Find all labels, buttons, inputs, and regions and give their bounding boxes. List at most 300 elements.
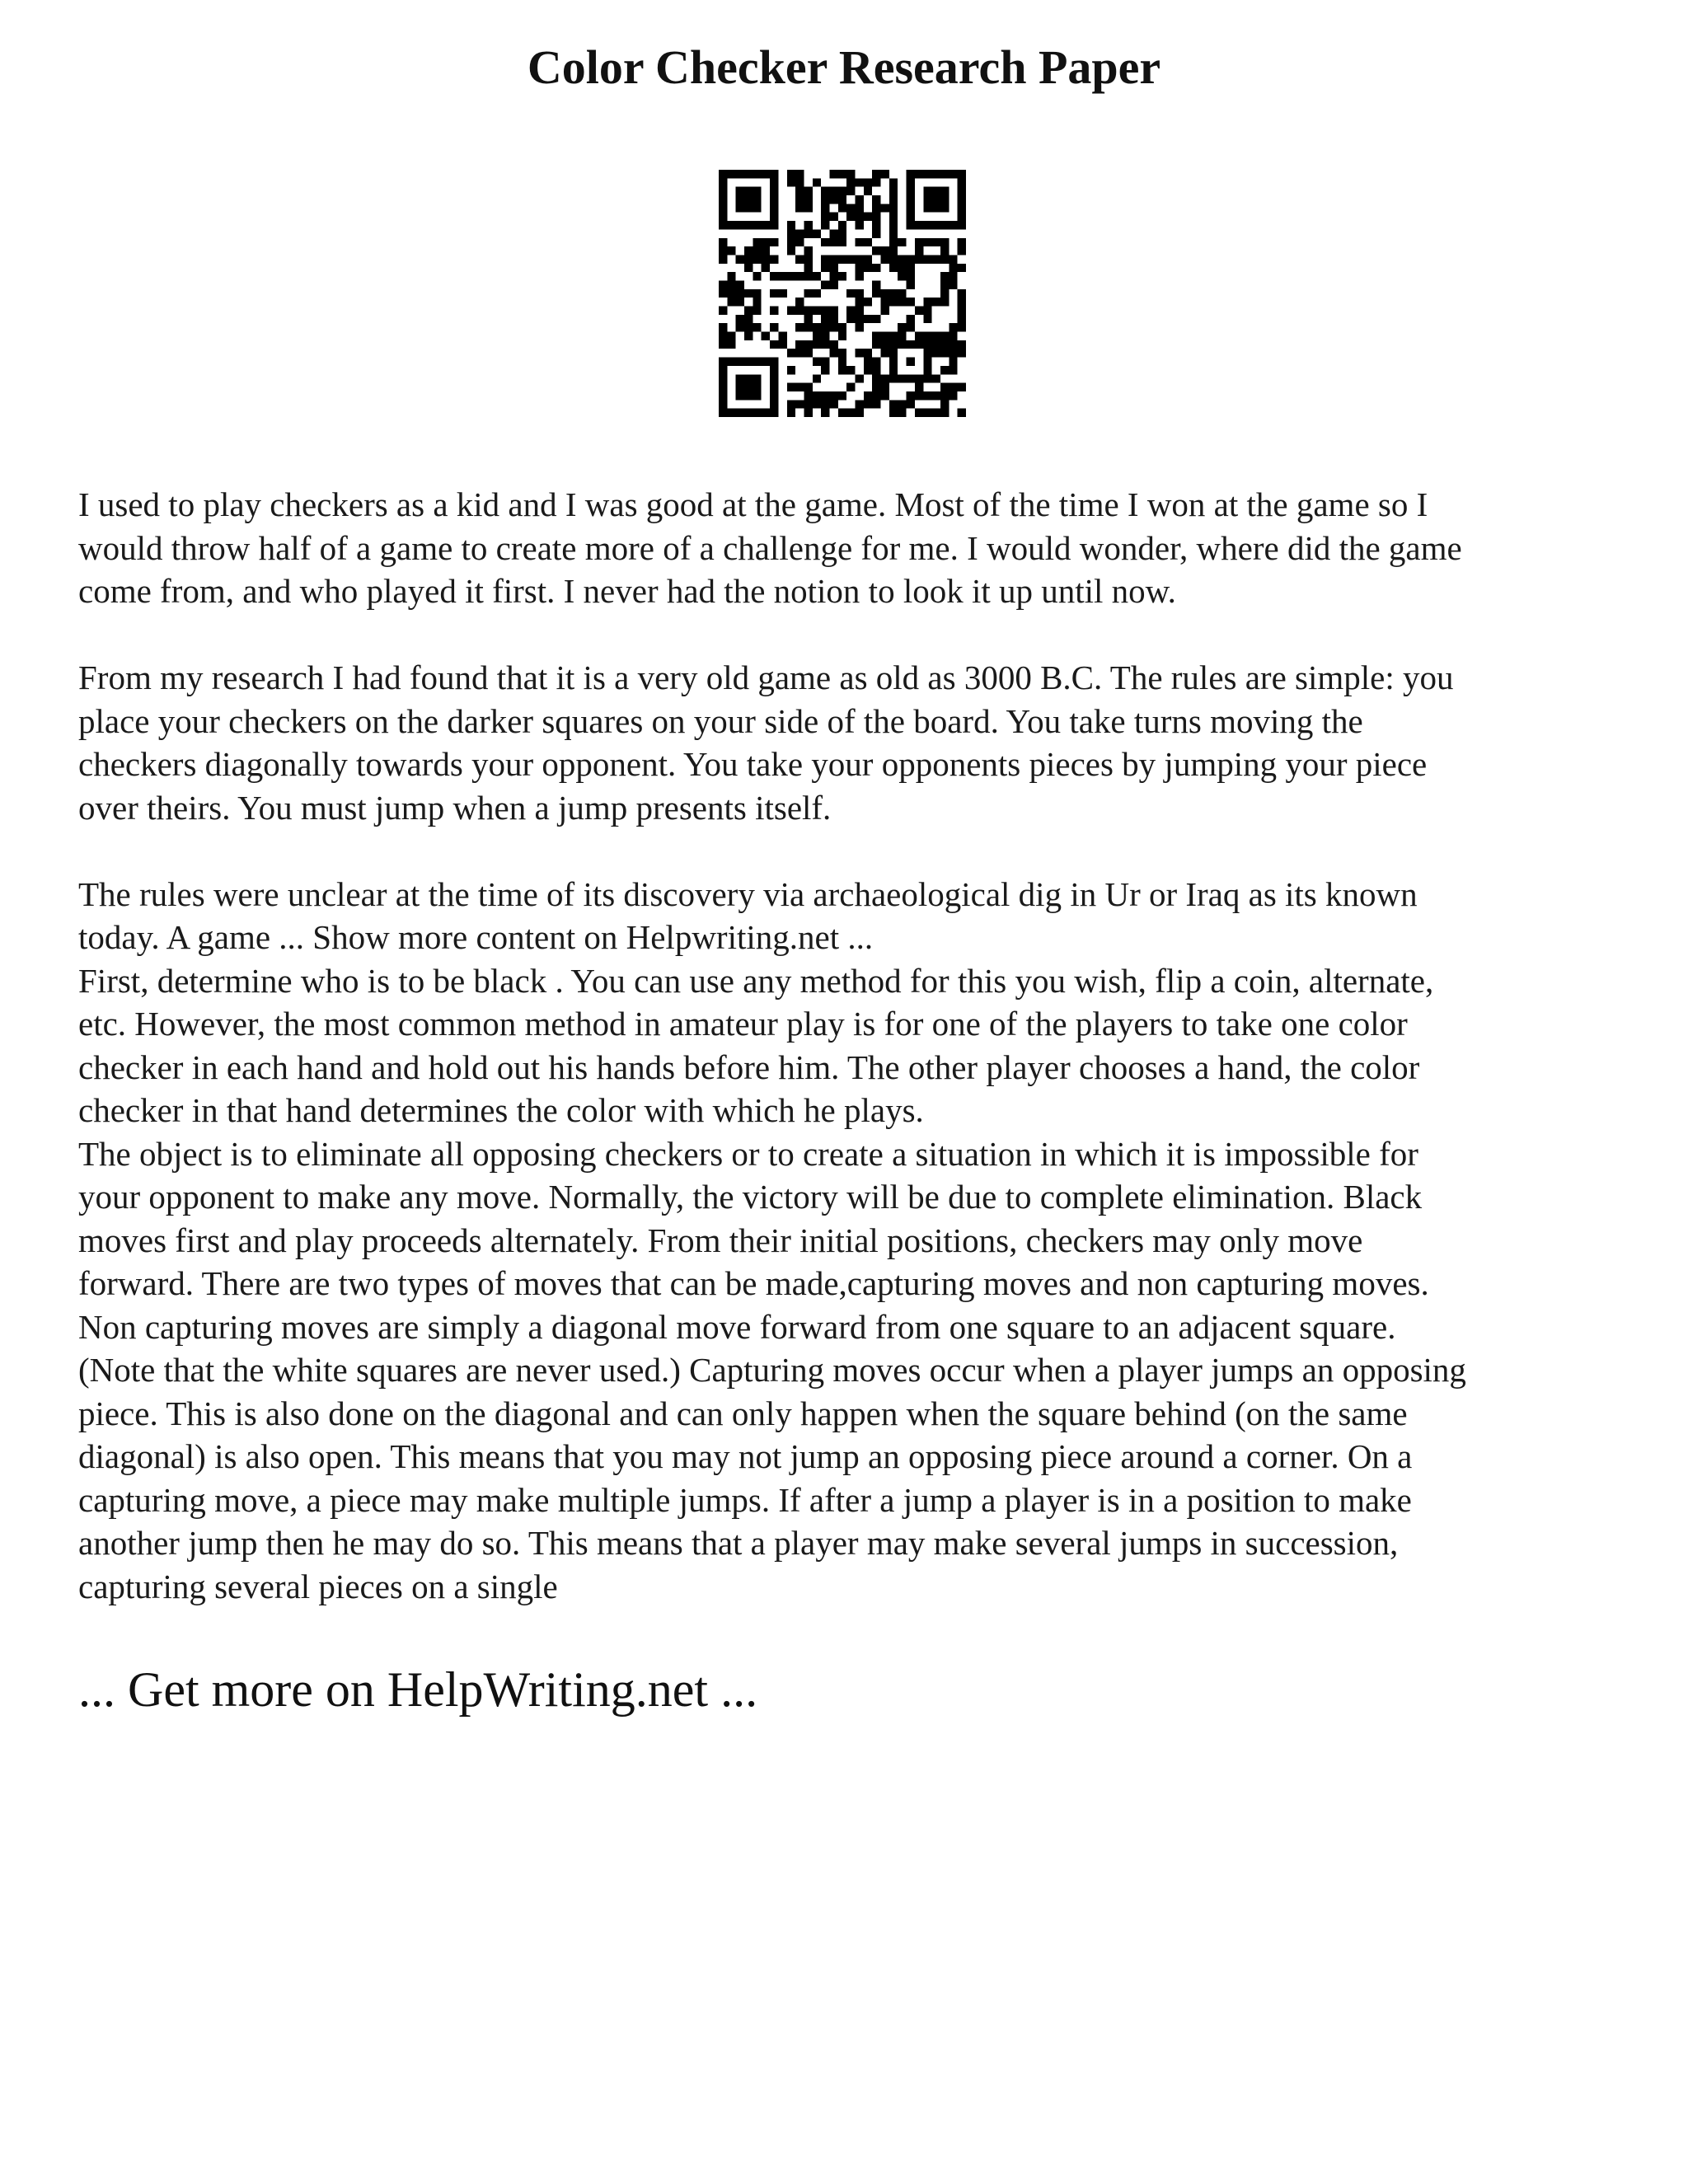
qr-module [770, 340, 778, 349]
qr-module [864, 391, 872, 400]
article-body [78, 483, 1636, 1608]
qr-module [856, 400, 864, 408]
qr-module [770, 255, 778, 263]
qr-module [846, 178, 855, 186]
qr-module [753, 383, 761, 391]
qr-module [736, 221, 744, 229]
qr-module [923, 340, 931, 349]
qr-module [736, 298, 744, 306]
qr-module [821, 255, 829, 263]
qr-module [889, 298, 898, 306]
qr-module [958, 307, 966, 315]
qr-module [907, 400, 915, 408]
qr-module [949, 280, 957, 288]
qr-module [940, 409, 949, 417]
qr-module [907, 213, 915, 221]
qr-module [872, 400, 880, 408]
qr-module [795, 229, 804, 237]
qr-module [949, 349, 957, 357]
qr-module [846, 187, 855, 195]
qr-module [778, 289, 786, 298]
qr-module [804, 221, 812, 229]
qr-module [940, 383, 949, 391]
qr-module [949, 332, 957, 340]
qr-module [915, 246, 923, 255]
qr-module [821, 340, 829, 349]
qr-module [958, 383, 966, 391]
qr-module [744, 255, 753, 263]
qr-module [898, 409, 906, 417]
qr-module [736, 383, 744, 391]
qr-module [753, 255, 761, 263]
qr-module [958, 409, 966, 417]
qr-module [940, 195, 949, 204]
qr-module [940, 246, 949, 255]
qr-module [856, 255, 864, 263]
qr-module [719, 238, 727, 246]
qr-module [958, 178, 966, 186]
qr-module [846, 307, 855, 315]
qr-module [907, 340, 915, 349]
qr-module [915, 340, 923, 349]
qr-module [719, 383, 727, 391]
qr-module [787, 272, 795, 280]
qr-module [821, 400, 829, 408]
qr-module [770, 409, 778, 417]
qr-module [923, 298, 931, 306]
qr-module [856, 409, 864, 417]
qr-module [915, 170, 923, 178]
qr-module [907, 358, 915, 366]
qr-module [898, 298, 906, 306]
qr-module [889, 204, 898, 212]
qr-module [940, 204, 949, 212]
qr-module [940, 366, 949, 374]
qr-module [744, 289, 753, 298]
qr-module [864, 298, 872, 306]
qr-module [949, 221, 957, 229]
qr-module [864, 238, 872, 246]
qr-module [872, 374, 880, 382]
qr-module [753, 221, 761, 229]
qr-module [727, 246, 735, 255]
qr-module [949, 366, 957, 374]
qr-module [787, 170, 795, 178]
qr-module [719, 255, 727, 263]
qr-module [932, 374, 940, 382]
qr-module [856, 213, 864, 221]
qr-module [770, 238, 778, 246]
qr-module [923, 238, 931, 246]
qr-module [949, 264, 957, 272]
qr-module [744, 391, 753, 400]
qr-module [958, 195, 966, 204]
qr-module [915, 255, 923, 263]
qr-module [829, 315, 837, 323]
qr-module [821, 391, 829, 400]
qr-module [846, 289, 855, 298]
qr-module [898, 272, 906, 280]
qr-module [829, 391, 837, 400]
qr-module [846, 170, 855, 178]
qr-module [949, 358, 957, 366]
qr-module [907, 170, 915, 178]
qr-module [813, 229, 821, 237]
qr-module [856, 307, 864, 315]
qr-module [804, 340, 812, 349]
qr-module [940, 238, 949, 246]
qr-module [744, 187, 753, 195]
qr-module [838, 366, 846, 374]
qr-module [795, 400, 804, 408]
qr-module [787, 409, 795, 417]
qr-module [889, 374, 898, 382]
qr-module [719, 358, 727, 366]
qr-module [719, 187, 727, 195]
qr-module [753, 358, 761, 366]
qr-module [958, 340, 966, 349]
qr-module [753, 195, 761, 204]
qr-code-icon [719, 170, 966, 417]
qr-module [907, 187, 915, 195]
qr-module [736, 374, 744, 382]
qr-module [907, 323, 915, 331]
qr-module [932, 340, 940, 349]
qr-module [795, 383, 804, 391]
qr-module [932, 409, 940, 417]
qr-module [856, 178, 864, 186]
qr-module [915, 307, 923, 315]
qr-module [932, 349, 940, 357]
qr-module [770, 366, 778, 374]
qr-module [770, 374, 778, 382]
qr-module [804, 246, 812, 255]
qr-module [958, 238, 966, 246]
qr-module [744, 246, 753, 255]
qr-module [838, 255, 846, 263]
qr-module [872, 264, 880, 272]
qr-module [804, 400, 812, 408]
qr-module [770, 213, 778, 221]
qr-module [940, 332, 949, 340]
qr-module [846, 255, 855, 263]
qr-module [719, 340, 727, 349]
qr-module [813, 289, 821, 298]
qr-module [923, 307, 931, 315]
qr-module [727, 332, 735, 340]
qr-module [719, 213, 727, 221]
qr-module [881, 255, 889, 263]
qr-module [881, 204, 889, 212]
qr-module [923, 391, 931, 400]
qr-module [795, 187, 804, 195]
qr-module [923, 195, 931, 204]
qr-module [923, 332, 931, 340]
qr-module [940, 391, 949, 400]
qr-module [753, 323, 761, 331]
qr-module [829, 323, 837, 331]
qr-module [940, 221, 949, 229]
qr-module [838, 170, 846, 178]
qr-module [907, 264, 915, 272]
qr-module [949, 323, 957, 331]
qr-module [958, 289, 966, 298]
qr-module [940, 400, 949, 408]
qr-module [872, 289, 880, 298]
qr-module [787, 238, 795, 246]
qr-module [838, 204, 846, 212]
get-more-link[interactable]: ... Get more on HelpWriting.net ... [78, 1662, 758, 1717]
qr-module [864, 400, 872, 408]
qr-module [872, 366, 880, 374]
qr-module [846, 409, 855, 417]
qr-module [829, 264, 837, 272]
qr-module [881, 383, 889, 391]
paragraph-object: The object is to eliminate all opposing checkers or to create a situation in which it is impossible for your opponent to make any move. Normally, the victory will be due to complete elimination. Black moves first and play proceeds alternately. From their initial positions, checkers may only move forward. There are two types of moves that can be made,capturing moves and non capturing moves. Non capturing moves are simply a diagonal move forward from one square to an adjacent square. (Note that the white squares are never used.) Capturing moves occur when a player jumps an opposing piece. This is also done on the diagonal and can only happen when the square behind (on the same diagonal) is also open. This means that you may not jump an opposing piece around a corner. On a capturing move, a piece may make multiple jumps. If after a jump a player is in a position to make another jump then he may do so. This means that a player may make several jumps in succession, capturing several pieces on a single [78, 1134, 1466, 1605]
qr-module [770, 358, 778, 366]
qr-module [719, 246, 727, 255]
qr-module [958, 213, 966, 221]
qr-module [829, 272, 837, 280]
qr-module [856, 315, 864, 323]
qr-module [932, 195, 940, 204]
qr-module [915, 383, 923, 391]
qr-module [753, 187, 761, 195]
qr-module [907, 280, 915, 288]
qr-module [872, 391, 880, 400]
qr-module [872, 178, 880, 186]
qr-module [958, 323, 966, 331]
qr-module [770, 289, 778, 298]
qr-module [864, 187, 872, 195]
qr-module [898, 332, 906, 340]
qr-module [889, 246, 898, 255]
qr-module [838, 391, 846, 400]
qr-module [719, 374, 727, 382]
qr-module [804, 204, 812, 212]
qr-module [821, 195, 829, 204]
qr-module [804, 255, 812, 263]
qr-module [762, 238, 770, 246]
qr-module [889, 238, 898, 246]
qr-module [753, 391, 761, 400]
qr-module [829, 187, 837, 195]
qr-module [795, 178, 804, 186]
qr-module [932, 221, 940, 229]
qr-module [787, 349, 795, 357]
qr-module [795, 238, 804, 246]
qr-module [795, 195, 804, 204]
qr-module [889, 409, 898, 417]
qr-module [829, 255, 837, 263]
qr-module [872, 383, 880, 391]
qr-module [829, 213, 837, 221]
qr-module [804, 264, 812, 272]
qr-module [736, 170, 744, 178]
qr-module [778, 340, 786, 349]
qr-module [804, 383, 812, 391]
qr-module [770, 221, 778, 229]
qr-module [949, 383, 957, 391]
qr-module [795, 349, 804, 357]
qr-module [907, 178, 915, 186]
qr-module [881, 374, 889, 382]
qr-module [838, 195, 846, 204]
qr-module [736, 409, 744, 417]
qr-module [770, 323, 778, 331]
qr-module [872, 204, 880, 212]
qr-module [821, 358, 829, 366]
qr-module [923, 315, 931, 323]
qr-module [846, 315, 855, 323]
qr-module [958, 264, 966, 272]
qr-module [949, 391, 957, 400]
qr-module [915, 391, 923, 400]
qr-module [727, 272, 735, 280]
qr-module [813, 391, 821, 400]
qr-module [770, 307, 778, 315]
qr-module [915, 238, 923, 246]
qr-module [804, 323, 812, 331]
qr-module [898, 400, 906, 408]
qr-module [872, 213, 880, 221]
qr-module [804, 307, 812, 315]
qr-module [804, 229, 812, 237]
qr-module [846, 366, 855, 374]
qr-module [907, 272, 915, 280]
qr-module [753, 298, 761, 306]
qr-module [762, 255, 770, 263]
qr-module [787, 246, 795, 255]
qr-module [727, 289, 735, 298]
paragraph-research: From my research I had found that it is a very old game as old as 3000 B.C. The rules are simple: you place your checkers on the darker squares on your side of the board. You take turns moving the checkers diagonally towards your opponent. You take your opponents pieces by jumping your piece over theirs. You must jump when a jump presents itself. [78, 658, 1454, 827]
qr-module [804, 195, 812, 204]
qr-module [889, 221, 898, 229]
qr-module [719, 204, 727, 212]
qr-module [795, 170, 804, 178]
qr-module [719, 221, 727, 229]
qr-module [829, 280, 837, 288]
qr-module [762, 246, 770, 255]
qr-module [762, 221, 770, 229]
qr-module [881, 289, 889, 298]
qr-module [889, 178, 898, 186]
qr-module [719, 307, 727, 315]
qr-module [821, 204, 829, 212]
qr-module [932, 238, 940, 246]
qr-module [804, 409, 812, 417]
qr-module [958, 187, 966, 195]
qr-module [923, 204, 931, 212]
qr-module [881, 349, 889, 357]
qr-module [719, 332, 727, 340]
qr-module [881, 246, 889, 255]
qr-module [932, 204, 940, 212]
qr-module [856, 374, 864, 382]
qr-module [898, 264, 906, 272]
qr-module [932, 391, 940, 400]
qr-module [923, 349, 931, 357]
qr-module [744, 358, 753, 366]
qr-module [923, 366, 931, 374]
qr-module [907, 374, 915, 382]
qr-module [813, 332, 821, 340]
qr-module [958, 246, 966, 255]
qr-module [889, 213, 898, 221]
qr-module [753, 374, 761, 382]
qr-module [864, 315, 872, 323]
qr-module [736, 280, 744, 288]
qr-module [727, 409, 735, 417]
qr-module [864, 366, 872, 374]
qr-module [923, 409, 931, 417]
qr-module [719, 391, 727, 400]
qr-module [940, 340, 949, 349]
qr-module [889, 340, 898, 349]
qr-module [736, 289, 744, 298]
qr-module [889, 229, 898, 237]
qr-module [813, 307, 821, 315]
qr-module [889, 195, 898, 204]
qr-module [821, 187, 829, 195]
qr-module [856, 195, 864, 204]
qr-module [762, 358, 770, 366]
qr-module [829, 400, 837, 408]
qr-module [719, 195, 727, 204]
qr-module [856, 289, 864, 298]
qr-module [727, 358, 735, 366]
qr-module [795, 298, 804, 306]
qr-module [881, 298, 889, 306]
qr-module [932, 187, 940, 195]
page-title: Color Checker Research Paper [527, 40, 1161, 94]
qr-module [829, 238, 837, 246]
qr-module [829, 349, 837, 357]
qr-module [744, 221, 753, 229]
qr-module [864, 213, 872, 221]
qr-module [923, 170, 931, 178]
qr-module [940, 255, 949, 263]
paragraph-determine-color: First, determine who is to be black . You can use any method for this you wish, flip a coin, alternate, etc. However, the most common method in amateur play is for one of the players to take one color checker in each hand and hold out his hands before him. The other player chooses a hand, the color checker in that hand determines the color with which he plays. [78, 961, 1434, 1129]
qr-module [829, 195, 837, 204]
qr-module [846, 213, 855, 221]
qr-module [915, 221, 923, 229]
qr-module [795, 340, 804, 349]
qr-module [813, 400, 821, 408]
qr-module [958, 315, 966, 323]
qr-module [940, 298, 949, 306]
qr-module [872, 340, 880, 349]
qr-module [889, 349, 898, 357]
qr-module [744, 170, 753, 178]
qr-module [719, 400, 727, 408]
qr-module [821, 221, 829, 229]
qr-module [727, 298, 735, 306]
qr-module [753, 289, 761, 298]
qr-module [907, 298, 915, 306]
qr-module [889, 358, 898, 366]
qr-module [907, 391, 915, 400]
qr-module [804, 289, 812, 298]
qr-module [804, 315, 812, 323]
paragraph-discovery: The rules were unclear at the time of its discovery via archaeological dig in Ur or Iraq as its known today. A game ... Show more content on Helpwriting.net ... [78, 874, 1418, 956]
qr-module [856, 349, 864, 357]
qr-module [846, 204, 855, 212]
qr-module [795, 272, 804, 280]
qr-module [838, 238, 846, 246]
qr-module [881, 332, 889, 340]
qr-module [838, 409, 846, 417]
